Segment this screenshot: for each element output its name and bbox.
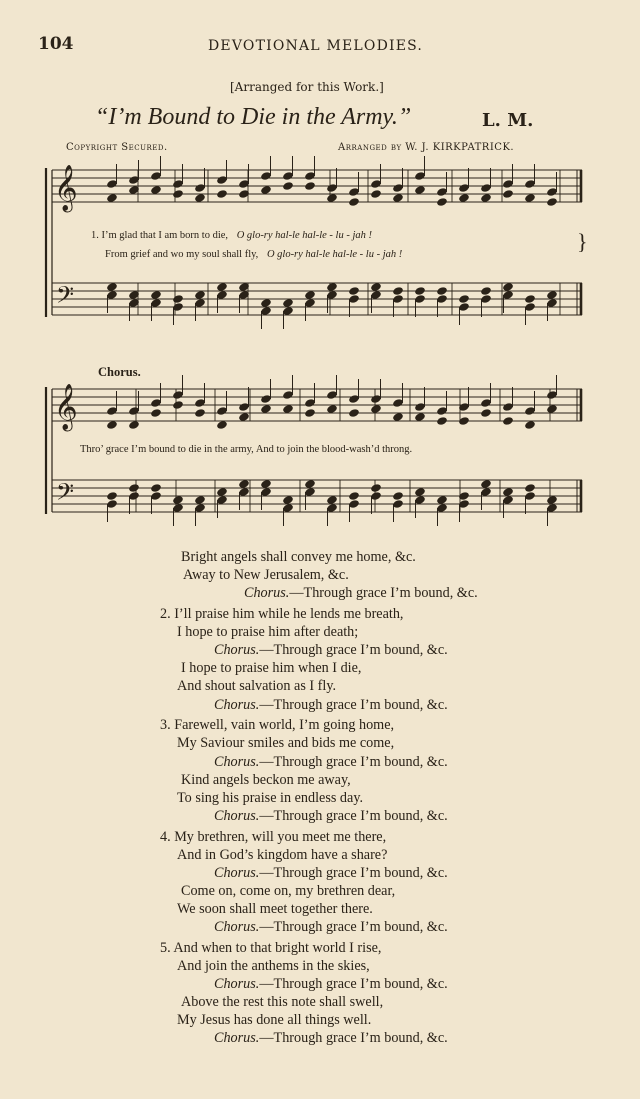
note-head <box>282 181 294 191</box>
verse-line <box>177 847 387 864</box>
note-head <box>172 400 184 410</box>
note-head <box>282 298 294 308</box>
verse-line <box>214 642 448 659</box>
note-head <box>524 420 536 430</box>
chorus-marker: Chorus. <box>214 696 260 713</box>
verse-line <box>214 865 448 882</box>
note-head <box>106 282 118 292</box>
verse-line <box>183 567 349 584</box>
note-head <box>128 420 140 430</box>
lyric-text: From grief and wo my soul shall fly, <box>105 249 259 260</box>
verse-text: Above the rest this note shall swell, <box>181 994 384 1011</box>
note-head <box>304 181 316 191</box>
chorus-marker: Chorus. <box>214 753 260 770</box>
note-head <box>150 408 162 418</box>
verse-line <box>214 976 448 993</box>
note-head <box>304 479 316 489</box>
note-head <box>480 408 492 418</box>
verse-line <box>177 901 373 918</box>
verse-text: And in God’s kingdom have a share? <box>177 846 388 863</box>
lyric-text: I’m glad that I am born to die, <box>101 230 229 241</box>
note-head <box>414 487 426 497</box>
note-head <box>436 495 448 505</box>
note-head <box>238 479 250 489</box>
note-head <box>238 412 250 422</box>
verse-text: We soon shall meet together there. <box>177 901 373 918</box>
verse-text: I hope to praise him when I die, <box>181 660 362 677</box>
verse-text: To sing his praise in endless day. <box>177 789 364 806</box>
chorus-lyric: Thro’ grace I’m bound to die in the army, And to join the blood-wash’d throng. <box>80 444 413 455</box>
note-head <box>260 479 272 489</box>
note-head <box>524 294 536 304</box>
verse-text: Farewell, vain world, I’m going home, <box>174 717 395 734</box>
verse-line <box>177 735 394 752</box>
note-head <box>260 185 272 195</box>
arranged-note: [Arranged for this Work.] <box>230 80 384 94</box>
verse-line <box>181 772 351 789</box>
verse-line <box>214 1030 448 1047</box>
chorus-marker: Chorus. <box>244 585 290 602</box>
note-head <box>326 193 338 203</box>
note-head <box>546 290 558 300</box>
verse-text: Kind angels beckon me away, <box>181 771 351 788</box>
verse-text: And join the anthems in the skies, <box>177 958 370 975</box>
note-head <box>436 416 448 426</box>
note-head <box>392 412 404 422</box>
note-head <box>216 487 228 497</box>
note-head <box>546 197 558 207</box>
note-head <box>304 290 316 300</box>
bass-clef: 𝄢 <box>56 478 75 511</box>
copyright-note: Copyright Secured. <box>66 142 168 153</box>
verse-number: 1. <box>91 230 99 241</box>
note-head <box>546 495 558 505</box>
verse-number: 3. <box>160 717 175 734</box>
note-head <box>480 479 492 489</box>
verse-text: —Through grace I’m bound, &c. <box>259 807 448 824</box>
verse-number: 5. <box>160 939 174 956</box>
note-head <box>370 483 382 493</box>
verse-line <box>160 606 403 623</box>
arranger-credit: Arranged by W. J. KIRKPATRICK. <box>338 142 515 153</box>
running-head: DEVOTIONAL MELODIES. <box>208 38 424 54</box>
verse-text: My Jesus has done all things well. <box>177 1012 372 1029</box>
verse-text: —Through grace I’m bound, &c. <box>259 976 448 993</box>
note-head <box>216 282 228 292</box>
note-head <box>392 286 404 296</box>
verse-line <box>214 808 448 825</box>
note-head <box>502 487 514 497</box>
treble-clef: 𝄞 <box>54 165 78 211</box>
note-head <box>414 412 426 422</box>
note-head <box>150 483 162 493</box>
note-head <box>348 491 360 501</box>
note-head <box>326 282 338 292</box>
note-head <box>480 193 492 203</box>
note-head <box>348 197 360 207</box>
chorus-label: Chorus. <box>98 365 141 379</box>
verse-line <box>181 883 395 900</box>
verse-line <box>160 940 381 957</box>
hymn-meter: L. M. <box>482 110 534 131</box>
note-head <box>106 491 118 501</box>
treble-clef: 𝄞 <box>54 384 78 430</box>
note-head <box>172 495 184 505</box>
note-head <box>414 286 426 296</box>
chorus-marker: Chorus. <box>214 976 260 993</box>
note-head <box>502 416 514 426</box>
verse-line <box>244 585 478 602</box>
note-head <box>106 420 118 430</box>
note-head <box>480 286 492 296</box>
verse-line <box>177 678 336 695</box>
note-head <box>194 193 206 203</box>
note-head <box>436 197 448 207</box>
verse-line <box>160 829 386 846</box>
verse-line <box>181 994 383 1011</box>
verse-text: And shout salvation as I fly. <box>177 678 337 695</box>
note-head <box>128 483 140 493</box>
verse-text: I hope to praise him after death; <box>177 624 359 641</box>
note-head <box>370 189 382 199</box>
lyric-line-2 <box>105 249 402 260</box>
note-head <box>304 408 316 418</box>
verse-text: —Through grace I’m bound, &c. <box>259 864 448 881</box>
verse-text: —Through grace I’m bound, &c. <box>259 753 448 770</box>
note-head <box>524 483 536 493</box>
chorus-marker: Chorus. <box>214 1030 260 1047</box>
verse-text: My Saviour smiles and bids me come, <box>177 735 395 752</box>
note-head <box>392 193 404 203</box>
note-head <box>150 290 162 300</box>
verse-line <box>181 660 361 677</box>
note-head <box>150 185 162 195</box>
note-head <box>348 286 360 296</box>
verse-number: 2. <box>160 606 175 622</box>
verse-text: —Through grace I’m bound, &c. <box>289 585 478 602</box>
chorus-marker: Chorus. <box>214 807 260 824</box>
verse-text: My brethren, will you meet me there, <box>174 828 387 845</box>
verse-text: I’ll praise him while he lends me breath, <box>174 606 404 622</box>
verse-text: Come on, come on, my brethren dear, <box>181 882 396 899</box>
note-head <box>370 404 382 414</box>
music-score <box>0 0 640 540</box>
verse-line <box>177 790 363 807</box>
note-head <box>458 193 470 203</box>
note-head <box>260 404 272 414</box>
bass-clef: 𝄢 <box>56 281 75 314</box>
verse-line <box>177 1012 371 1029</box>
verse-line <box>214 919 448 936</box>
verse-text: Away to New Jerusalem, &c. <box>183 567 349 584</box>
note-head <box>282 404 294 414</box>
note-head <box>370 282 382 292</box>
note-head <box>392 491 404 501</box>
verse-text: —Through grace I’m bound, &c. <box>259 696 448 713</box>
note-head <box>326 495 338 505</box>
lyric-line-1 <box>91 230 372 241</box>
lyric-refrain: O glo-ry hal-le hal-le - lu - jah ! <box>266 249 403 260</box>
note-head <box>194 408 206 418</box>
note-head <box>216 189 228 199</box>
verse-line <box>181 549 416 566</box>
verse-number: 4. <box>160 828 175 845</box>
note-head <box>436 286 448 296</box>
note-head <box>194 290 206 300</box>
verse-text: Bright angels shall convey me home, &c. <box>181 549 416 565</box>
note-head <box>172 294 184 304</box>
note-head <box>106 193 118 203</box>
verse-line <box>214 754 448 771</box>
chorus-marker: Chorus. <box>214 642 260 659</box>
note-head <box>216 420 228 430</box>
page-number: 104 <box>38 34 74 54</box>
note-head <box>194 495 206 505</box>
lyric-brace: } <box>577 229 588 254</box>
verse-line <box>177 958 370 975</box>
hymn-title: “I’m Bound to Die in the Army.” <box>95 104 412 130</box>
note-head <box>502 189 514 199</box>
verse-line <box>177 624 358 641</box>
chorus-marker: Chorus. <box>214 864 260 881</box>
verse-text: —Through grace I’m bound, &c. <box>259 1030 448 1047</box>
note-head <box>282 495 294 505</box>
note-head <box>260 298 272 308</box>
note-head <box>172 189 184 199</box>
note-head <box>502 282 514 292</box>
note-head <box>414 185 426 195</box>
lyric-refrain: O glo-ry hal-le hal-le - lu - jah ! <box>236 230 372 241</box>
verse-line <box>214 697 448 714</box>
chorus-marker: Chorus. <box>214 919 260 936</box>
note-head <box>546 404 558 414</box>
verse-text: And when to that bright world I rise, <box>173 939 382 956</box>
note-head <box>524 193 536 203</box>
note-head <box>458 294 470 304</box>
verse-line <box>160 717 394 734</box>
note-head <box>348 408 360 418</box>
verse-text: —Through grace I’m bound, &c. <box>259 919 448 936</box>
verse-text: —Through grace I’m bound, &c. <box>259 642 448 659</box>
note-head <box>326 404 338 414</box>
